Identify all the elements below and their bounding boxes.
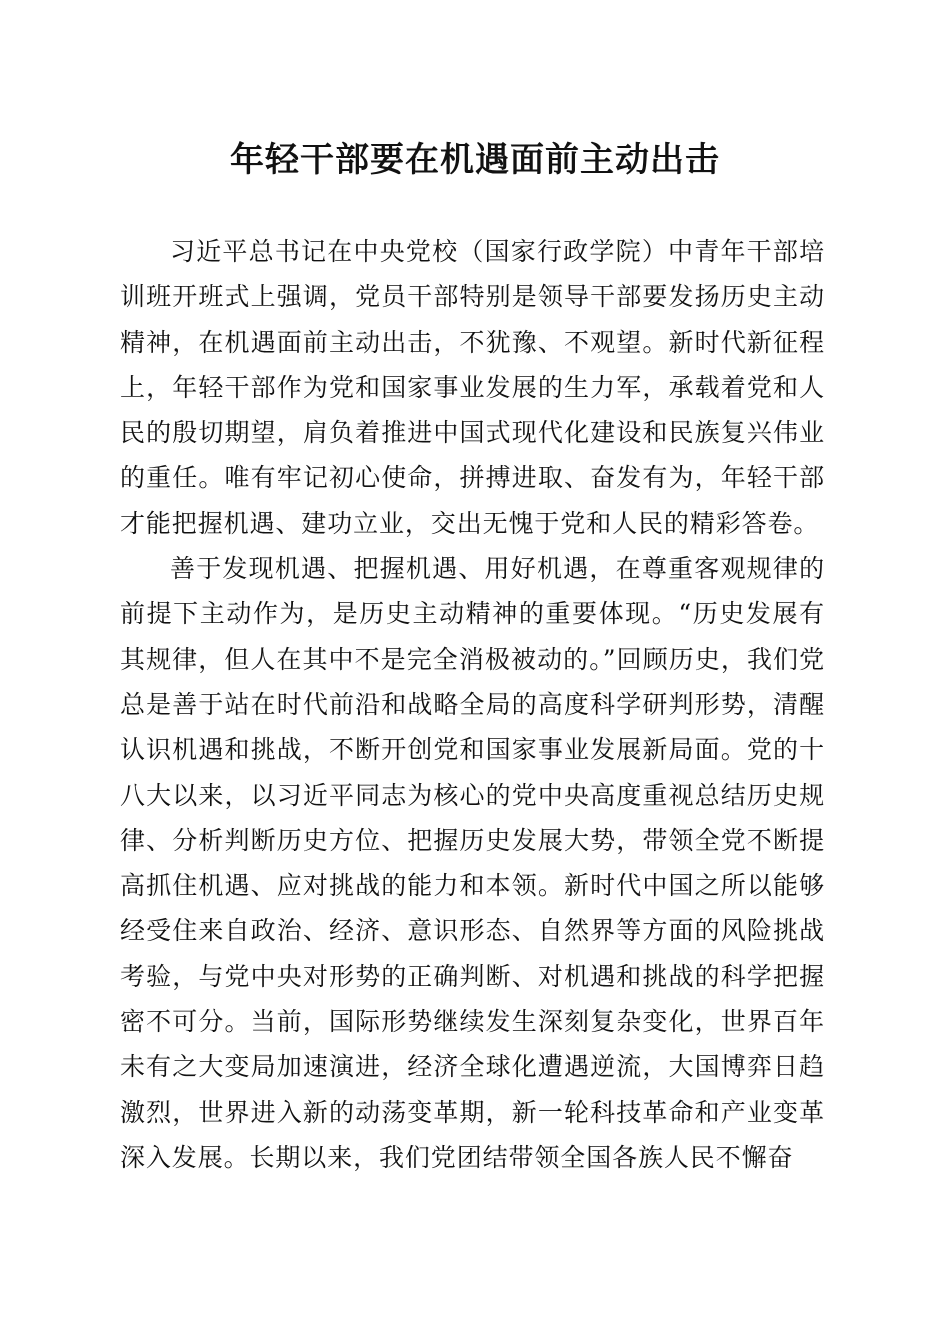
paragraph-1: 习近平总书记在中央党校（国家行政学院）中青年干部培训班开班式上强调，党员干部特别是领导干部要发扬历史主动精神，在机遇面前主动出击，不犹豫、不观望。新时代新征程上，年轻干部作为党和国家事业发展的生力军，承载着党和人民的殷切期望，肩负着推进中国式现代化建设和民族复兴伟业的重任。唯有牢记初心使命，拼搏进取、奋发有为，年轻干部才能把握机遇、建功立业，交出无愧于党和人民的精彩答卷。 xyxy=(120,237,825,538)
paragraph-2: 善于发现机遇、把握机遇、用好机遇，在尊重客观规律的前提下主动作为，是历史主动精神的重要体现。“历史发展有其规律，但人在其中不是完全消极被动的。”回顾历史，我们党总是善于站在时代前沿和战略全局的高度科学研判形势，清醒认识机遇和挑战，不断开创党和国家事业发展新局面。党的十八大以来，以习近平同志为核心的党中央高度重视总结历史规律、分析判断历史方位、把握历史发展大势，带领全党不断提高抓住机遇、应对挑战的能力和本领。新时代中国之所以能够经受住来自政治、经济、意识形态、自然界等方面的风险挑战考验，与党中央对形势的正确判断、对机遇和挑战的科学把握密不可分。当前，国际形势继续发生深刻复杂变化，世界百年未有之大变局加速演进，经济全球化遭遇逆流，大国博弈日趋激烈，世界进入新的动荡变革期，新一轮科技革命和产业变革深入发展。长期以来，我们党团结带领全国各族人民不懈奋 xyxy=(120,554,825,1172)
page-title: 年轻干部要在机遇面前主动出击 xyxy=(230,140,720,180)
article-body xyxy=(120,229,825,1180)
